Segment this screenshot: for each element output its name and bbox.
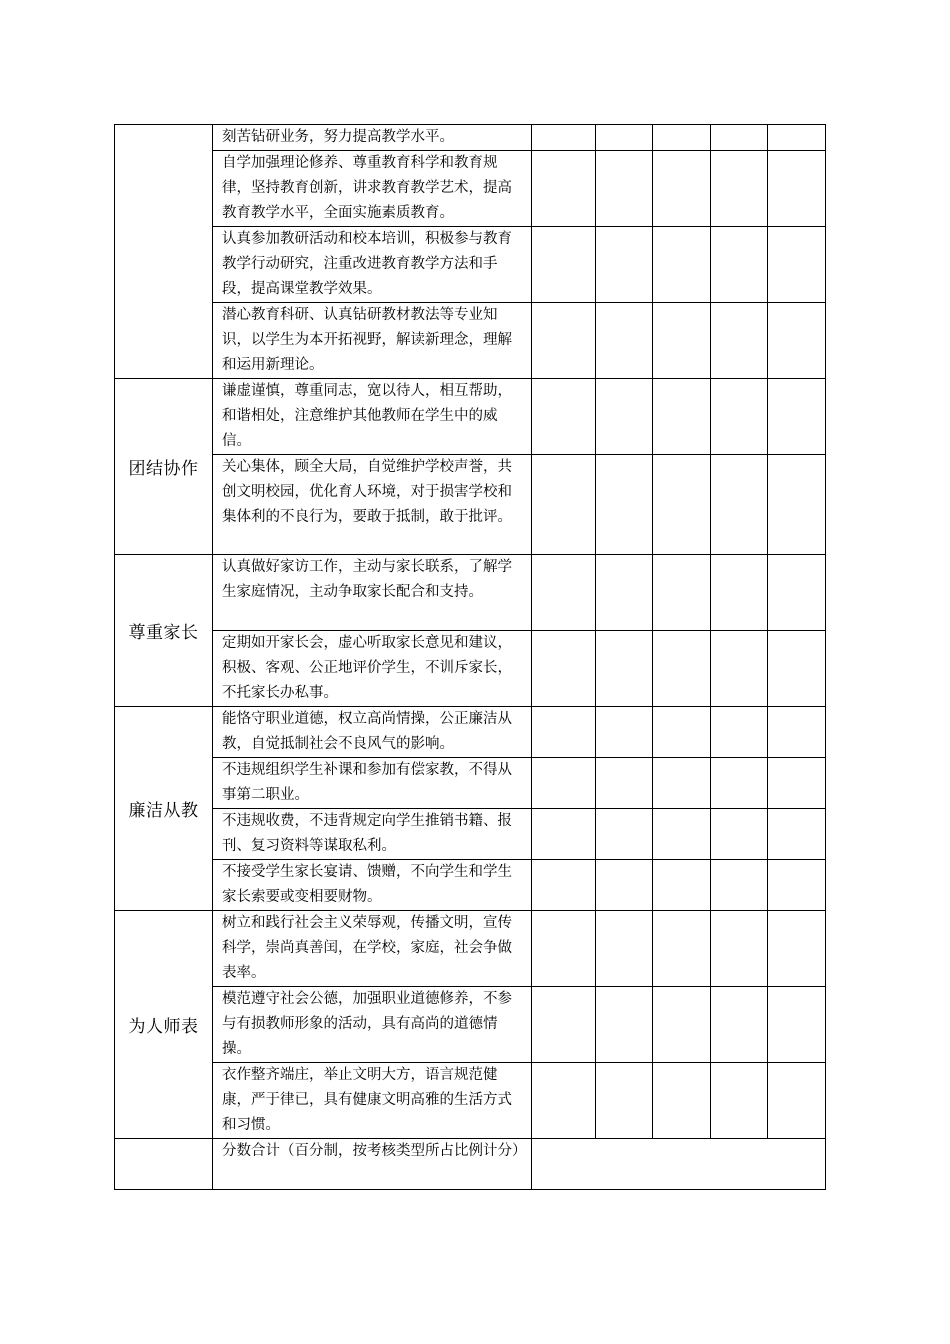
total-category-cell	[115, 1139, 213, 1190]
table-row	[115, 758, 826, 809]
score-cell[interactable]	[653, 555, 711, 631]
score-cell[interactable]	[532, 455, 596, 555]
table-row	[115, 987, 826, 1063]
total-row	[115, 1139, 826, 1190]
score-cell[interactable]	[532, 809, 596, 860]
score-cell[interactable]	[532, 860, 596, 911]
evaluation-table	[114, 124, 826, 1190]
criterion-text: 模范遵守社会公德，加强职业道德修养，不参与有损教师形象的活动，具有高尚的道德情操。	[213, 987, 532, 1063]
table-row	[115, 455, 826, 555]
table-row	[115, 151, 826, 227]
category-cell: 尊重家长	[115, 555, 213, 707]
score-cell[interactable]	[653, 1063, 711, 1139]
score-cell[interactable]	[653, 987, 711, 1063]
score-cell[interactable]	[653, 809, 711, 860]
criterion-text: 关心集体，顾全大局，自觉维护学校声誉，共创文明校园，优化育人环境，对于损害学校和集体利的不良行为，要敢于抵制，敢于批评。	[213, 455, 532, 555]
score-cell[interactable]	[596, 303, 653, 379]
score-cell[interactable]	[596, 631, 653, 707]
table-row	[115, 555, 826, 631]
score-cell[interactable]	[532, 631, 596, 707]
score-cell[interactable]	[768, 151, 826, 227]
score-cell[interactable]	[653, 631, 711, 707]
score-cell[interactable]	[532, 911, 596, 987]
score-cell[interactable]	[711, 809, 768, 860]
score-cell[interactable]	[711, 758, 768, 809]
score-cell[interactable]	[711, 303, 768, 379]
total-score-cell[interactable]	[532, 1139, 826, 1190]
criterion-text: 潜心教育科研、认真钻研教材教法等专业知识，以学生为本开拓视野，解读新理念，理解和运用新理论。	[213, 303, 532, 379]
criterion-text: 自学加强理论修养、尊重教育科学和教育规律，坚持教育创新，讲求教育教学艺术，提高教育教学水平，全面实施素质教育。	[213, 151, 532, 227]
score-cell[interactable]	[596, 707, 653, 758]
score-cell[interactable]	[532, 151, 596, 227]
score-cell[interactable]	[653, 303, 711, 379]
category-cell	[115, 125, 213, 379]
table-row	[115, 379, 826, 455]
score-cell[interactable]	[768, 303, 826, 379]
table-row	[115, 809, 826, 860]
score-cell[interactable]	[596, 227, 653, 303]
criterion-text: 不违规收费，不违背规定向学生推销书籍、报刊、复习资料等谋取私利。	[213, 809, 532, 860]
score-cell[interactable]	[711, 1063, 768, 1139]
score-cell[interactable]	[596, 379, 653, 455]
table-row	[115, 860, 826, 911]
score-cell[interactable]	[596, 809, 653, 860]
score-cell[interactable]	[653, 125, 711, 151]
score-cell[interactable]	[532, 707, 596, 758]
score-cell[interactable]	[653, 758, 711, 809]
score-cell[interactable]	[711, 631, 768, 707]
score-cell[interactable]	[596, 758, 653, 809]
score-cell[interactable]	[653, 860, 711, 911]
criterion-text: 谦虚谨慎，尊重同志，宽以待人，相互帮助，和谐相处，注意维护其他教师在学生中的威信。	[213, 379, 532, 455]
table-row	[115, 125, 826, 151]
score-cell[interactable]	[768, 455, 826, 555]
criterion-text: 不违规组织学生补课和参加有偿家教，不得从事第二职业。	[213, 758, 532, 809]
table-row	[115, 707, 826, 758]
score-cell[interactable]	[596, 555, 653, 631]
score-cell[interactable]	[711, 125, 768, 151]
score-cell[interactable]	[596, 987, 653, 1063]
score-cell[interactable]	[596, 1063, 653, 1139]
score-cell[interactable]	[532, 758, 596, 809]
score-cell[interactable]	[532, 555, 596, 631]
score-cell[interactable]	[653, 379, 711, 455]
score-cell[interactable]	[768, 707, 826, 758]
criterion-text: 衣作整齐端庄，举止文明大方，语言规范健康，严于律已，具有健康文明高雅的生活方式和习惯。	[213, 1063, 532, 1139]
score-cell[interactable]	[653, 151, 711, 227]
category-cell: 廉洁从教	[115, 707, 213, 911]
criterion-text: 能恪守职业道德，权立高尚情操，公正廉洁从教，自觉抵制社会不良风气的影响。	[213, 707, 532, 758]
score-cell[interactable]	[768, 758, 826, 809]
total-label: 分数合计（百分制，按考核类型所占比例计分）	[213, 1139, 532, 1190]
criterion-text: 认真做好家访工作，主动与家长联系，了解学生家庭情况，主动争取家长配合和支持。	[213, 555, 532, 631]
score-cell[interactable]	[596, 860, 653, 911]
category-cell: 团结协作	[115, 379, 213, 555]
score-cell[interactable]	[532, 227, 596, 303]
criterion-text: 定期如开家长会，虚心听取家长意见和建议，积极、客观、公正地评价学生，不训斥家长，不托家长办私事。	[213, 631, 532, 707]
table-row	[115, 303, 826, 379]
table-row	[115, 1063, 826, 1139]
evaluation-table-body	[115, 125, 826, 1190]
score-cell[interactable]	[768, 1063, 826, 1139]
score-cell[interactable]	[532, 987, 596, 1063]
score-cell[interactable]	[768, 555, 826, 631]
score-cell[interactable]	[768, 227, 826, 303]
score-cell[interactable]	[653, 455, 711, 555]
score-cell[interactable]	[532, 1063, 596, 1139]
score-cell[interactable]	[711, 860, 768, 911]
score-cell[interactable]	[711, 227, 768, 303]
criterion-text: 认真参加教研活动和校本培训，积极参与教育教学行动研究，注重改进教育教学方法和手段，提高课堂教学效果。	[213, 227, 532, 303]
score-cell[interactable]	[532, 303, 596, 379]
score-cell[interactable]	[532, 379, 596, 455]
score-cell[interactable]	[768, 631, 826, 707]
criterion-text: 不接受学生家长宴请、馈赠，不向学生和学生家长索要或变相要财物。	[213, 860, 532, 911]
score-cell[interactable]	[596, 455, 653, 555]
score-cell[interactable]	[711, 379, 768, 455]
score-cell[interactable]	[653, 911, 711, 987]
score-cell[interactable]	[768, 911, 826, 987]
table-row	[115, 631, 826, 707]
score-cell[interactable]	[768, 809, 826, 860]
score-cell[interactable]	[596, 151, 653, 227]
table-row	[115, 911, 826, 987]
table-row	[115, 227, 826, 303]
score-cell[interactable]	[596, 125, 653, 151]
score-cell[interactable]	[596, 911, 653, 987]
score-cell[interactable]	[768, 987, 826, 1063]
score-cell[interactable]	[711, 911, 768, 987]
criterion-text: 树立和践行社会主义荣辱观，传播文明，宣传科学，崇尚真善闰，在学校，家庭，社会争做表率。	[213, 911, 532, 987]
score-cell[interactable]	[711, 455, 768, 555]
score-cell[interactable]	[768, 379, 826, 455]
score-cell[interactable]	[711, 987, 768, 1063]
score-cell[interactable]	[768, 860, 826, 911]
score-cell[interactable]	[653, 227, 711, 303]
score-cell[interactable]	[711, 555, 768, 631]
score-cell[interactable]	[711, 707, 768, 758]
score-cell[interactable]	[711, 151, 768, 227]
score-cell[interactable]	[768, 125, 826, 151]
score-cell[interactable]	[653, 707, 711, 758]
category-cell: 为人师表	[115, 911, 213, 1139]
criterion-text: 刻苦钻研业务，努力提高教学水平。	[213, 125, 532, 151]
score-cell[interactable]	[532, 125, 596, 151]
